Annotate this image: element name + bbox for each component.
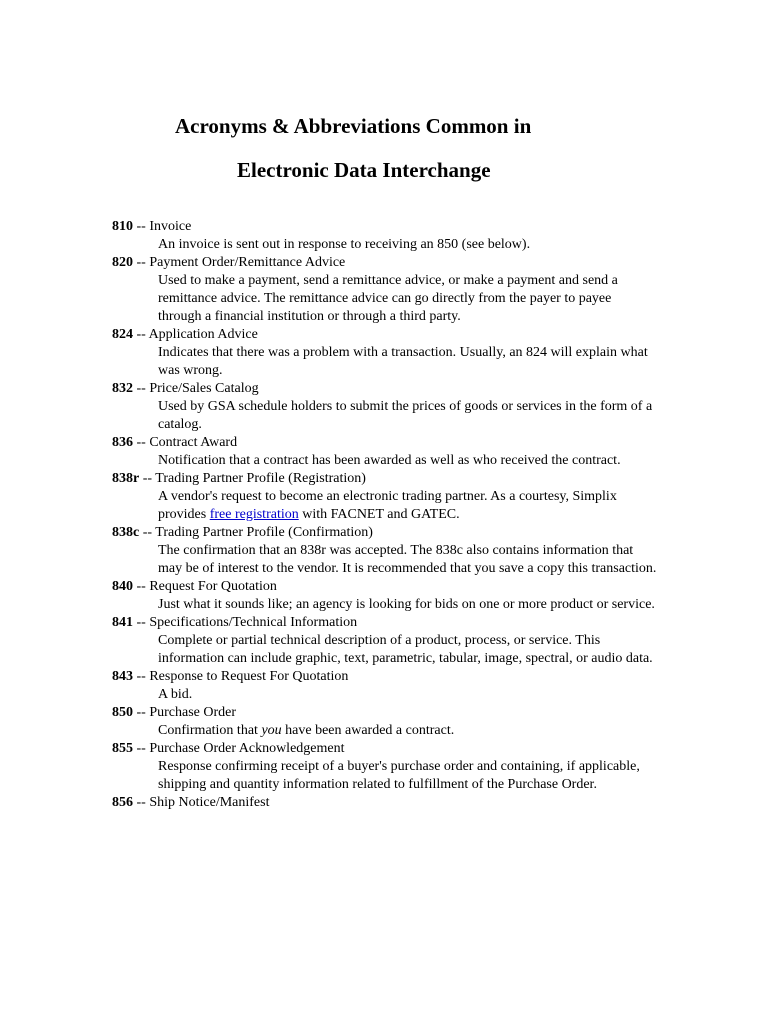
entry-description: Used to make a payment, send a remittance advice, or make a payment and send a remittance advice. The remittance advice can go directly from the payer to payee through a financial institution or through a third party. xyxy=(158,273,618,324)
entry-name: Contract Award xyxy=(149,435,238,450)
entry-code: 820 xyxy=(112,255,133,270)
entry-description: A bid. xyxy=(158,687,193,702)
entry-description xyxy=(158,488,658,524)
entry-description: Complete or partial technical description of a product, process, or service. This information can include graphic, text, parametric, tabular, image, spectral, or audio data. xyxy=(158,633,653,666)
entry-separator: -- xyxy=(133,219,150,234)
glossary-entry-832 xyxy=(112,380,712,434)
entry-separator: -- xyxy=(139,525,156,540)
entry-term xyxy=(112,254,712,272)
page-title: Acronyms & Abbreviations Common in xyxy=(175,114,532,138)
glossary-entry-836 xyxy=(112,434,712,470)
entry-name: Trading Partner Profile (Confirmation) xyxy=(155,525,373,540)
entry-description: Just what it sounds like; an agency is looking for bids on one or more product or service. xyxy=(158,597,655,612)
entry-separator: -- xyxy=(133,327,149,342)
entry-separator: -- xyxy=(133,579,150,594)
glossary-entry-824 xyxy=(112,326,712,380)
glossary-entry-855 xyxy=(112,740,712,794)
glossary-entry-843 xyxy=(112,668,712,704)
description-text: Confirmation that xyxy=(158,723,262,738)
entry-description: Notification that a contract has been awarded as well as who received the contract. xyxy=(158,453,621,468)
entry-code: 838r xyxy=(112,471,140,486)
entry-code: 843 xyxy=(112,669,133,684)
entry-separator: -- xyxy=(133,669,150,684)
entry-name: Invoice xyxy=(149,219,192,234)
entry-code: 824 xyxy=(112,327,133,342)
glossary-entry-838c xyxy=(112,524,712,578)
glossary-entry-841 xyxy=(112,614,712,668)
entry-code: 841 xyxy=(112,615,133,630)
entry-separator: -- xyxy=(133,615,150,630)
entry-term xyxy=(112,218,712,236)
entry-description: The confirmation that an 838r was accepted. The 838c also contains information that may be of interest to the vendor. It is recommended that you save a copy this transaction. xyxy=(158,543,657,576)
entry-code: 838c xyxy=(112,525,140,540)
entry-description: Response confirming receipt of a buyer's purchase order and containing, if applicable, shipping and quantity information related to fulfillment of the Purchase Order. xyxy=(158,759,640,792)
entry-code: 832 xyxy=(112,381,133,396)
emphasis-text: you xyxy=(261,723,282,738)
description-text: A vendor's request to become an electronic trading partner. As a courtesy, Simplix provides xyxy=(158,489,617,522)
entry-code: 810 xyxy=(112,219,133,234)
entry-term xyxy=(112,470,712,488)
entry-name: Trading Partner Profile (Registration) xyxy=(155,471,366,486)
glossary-list xyxy=(112,218,712,812)
entry-name: Request For Quotation xyxy=(149,579,277,594)
entry-term xyxy=(112,740,712,758)
entry-separator: -- xyxy=(133,255,150,270)
glossary-entry-810 xyxy=(112,218,712,254)
entry-term xyxy=(112,704,712,722)
glossary-entry-838r xyxy=(112,470,712,524)
glossary-entry-820 xyxy=(112,254,712,326)
entry-name: Application Advice xyxy=(148,327,258,342)
entry-name: Payment Order/Remittance Advice xyxy=(149,255,346,270)
entry-separator: -- xyxy=(133,705,150,720)
entry-separator: -- xyxy=(133,435,150,450)
entry-term xyxy=(112,614,712,632)
entry-separator: -- xyxy=(133,381,150,396)
glossary-entry-850 xyxy=(112,704,712,740)
entry-name: Ship Notice/Manifest xyxy=(149,795,270,810)
page-subtitle: Electronic Data Interchange xyxy=(237,158,491,182)
entry-code: 840 xyxy=(112,579,133,594)
entry-description: An invoice is sent out in response to receiving an 850 (see below). xyxy=(158,237,531,252)
entry-description: Used by GSA schedule holders to submit the prices of goods or services in the form of a catalog. xyxy=(158,399,653,432)
entry-code: 855 xyxy=(112,741,133,756)
description-text: have been awarded a contract. xyxy=(281,723,455,738)
entry-term xyxy=(112,524,712,542)
entry-separator: -- xyxy=(139,471,156,486)
entry-description: Indicates that there was a problem with a transaction. Usually, an 824 will explain what was wrong. xyxy=(158,345,648,378)
entry-term xyxy=(112,578,712,596)
entry-term xyxy=(112,380,712,398)
glossary-entry-856 xyxy=(112,794,712,812)
entry-term xyxy=(112,326,712,344)
entry-separator: -- xyxy=(133,741,150,756)
entry-term xyxy=(112,794,712,812)
entry-term xyxy=(112,668,712,686)
entry-name: Purchase Order Acknowledgement xyxy=(149,741,345,756)
entry-name: Specifications/Technical Information xyxy=(149,615,358,630)
entry-code: 836 xyxy=(112,435,133,450)
entry-name: Response to Request For Quotation xyxy=(149,669,349,684)
glossary-entry-840 xyxy=(112,578,712,614)
entry-name: Price/Sales Catalog xyxy=(149,381,259,396)
entry-description xyxy=(158,722,658,740)
entry-separator: -- xyxy=(133,795,150,810)
entry-term xyxy=(112,434,712,452)
free-registration-link[interactable]: free registration xyxy=(209,507,299,522)
entry-code: 850 xyxy=(112,705,133,720)
description-text: with FACNET and GATEC. xyxy=(298,507,460,522)
entry-name: Purchase Order xyxy=(149,705,237,720)
entry-code: 856 xyxy=(112,795,133,810)
